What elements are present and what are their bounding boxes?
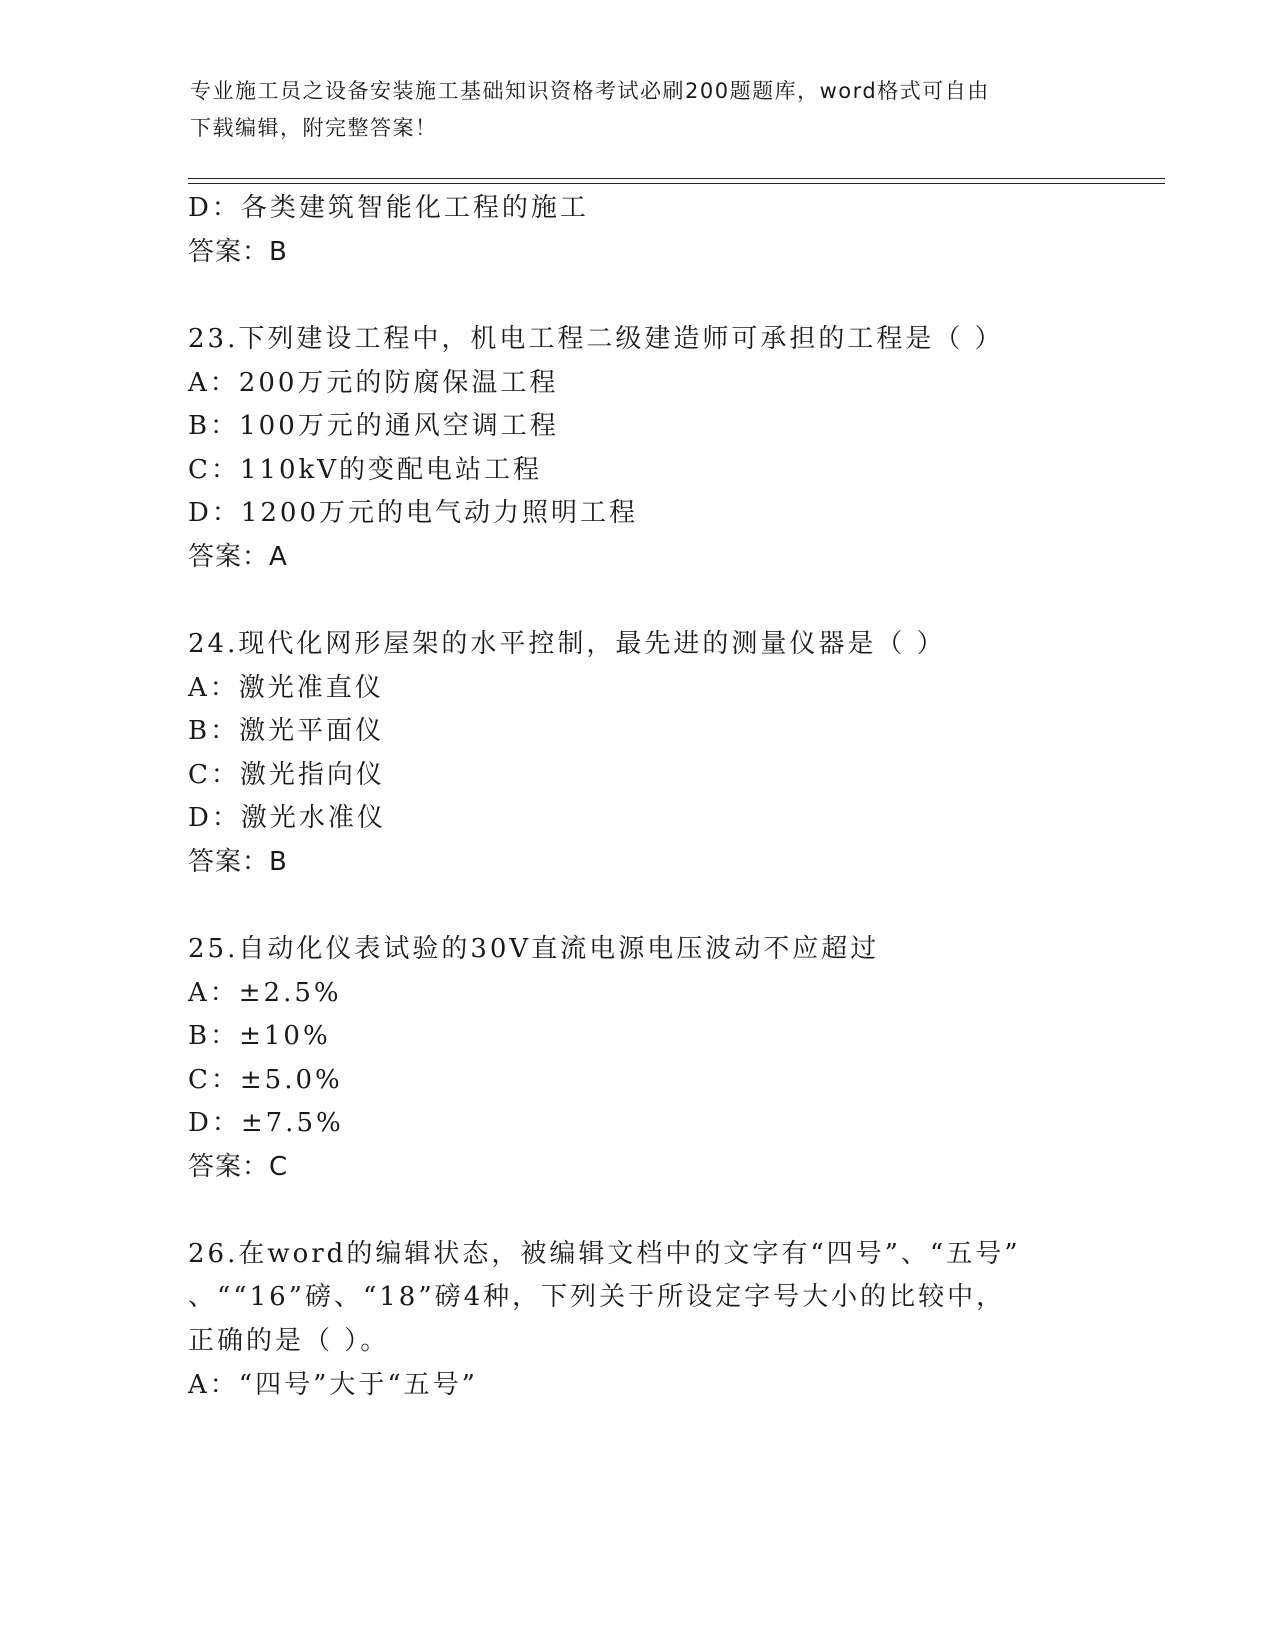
prev-question-option-d: D：各类建筑智能化工程的施工 [188, 193, 589, 223]
document-header [190, 73, 1090, 147]
q23-stem: 23.下列建设工程中，机电工程二级建造师可承担的工程是（ ） [188, 324, 1004, 354]
q24-option-d: D：激光水准仪 [188, 803, 386, 833]
q23-option-b: B：100万元的通风空调工程 [188, 411, 559, 441]
header-divider-bottom [188, 183, 1165, 184]
q26-stem-line-1: 26.在word的编辑状态，被编辑文档中的文字有“四号”、“五号” [188, 1239, 1021, 1269]
q24-option-c: C：激光指向仪 [188, 760, 385, 790]
header-title-line-1: 专业施工员之设备安装施工基础知识资格考试必刷200题题库，word格式可自由 [190, 79, 990, 103]
q26-option-a: A：“四号”大于“五号” [188, 1370, 478, 1400]
q26-stem-line-2: 、““16”磅、“18”磅4种，下列关于所设定字号大小的比较中， [188, 1282, 1006, 1312]
header-title-line-2: 下载编辑，附完整答案！ [190, 116, 438, 140]
q24-option-b: B：激光平面仪 [188, 716, 385, 746]
q24-answer: 答案：B [188, 847, 288, 877]
q25-option-d: D：±7.5% [188, 1108, 344, 1138]
q25-option-b: B：±10% [188, 1021, 331, 1051]
q25-answer: 答案：C [188, 1152, 289, 1182]
q25-stem: 25.自动化仪表试验的30V直流电源电压波动不应超过 [188, 934, 880, 964]
q23-option-a: A：200万元的防腐保温工程 [188, 368, 559, 398]
q23-option-c: C：110kV的变配电站工程 [188, 455, 543, 485]
q25-option-c: C：±5.0% [188, 1065, 343, 1095]
q23-option-d: D：1200万元的电气动力照明工程 [188, 498, 639, 528]
q26-stem-line-3: 正确的是（ ）。 [188, 1326, 390, 1356]
q25-option-a: A：±2.5% [188, 978, 342, 1008]
q23-answer: 答案：A [188, 542, 288, 572]
prev-question-answer: 答案：B [188, 237, 288, 267]
q24-option-a: A：激光准直仪 [188, 673, 384, 703]
q24-stem: 24.现代化网形屋架的水平控制，最先进的测量仪器是（ ） [188, 629, 946, 659]
header-divider-top [188, 178, 1165, 179]
